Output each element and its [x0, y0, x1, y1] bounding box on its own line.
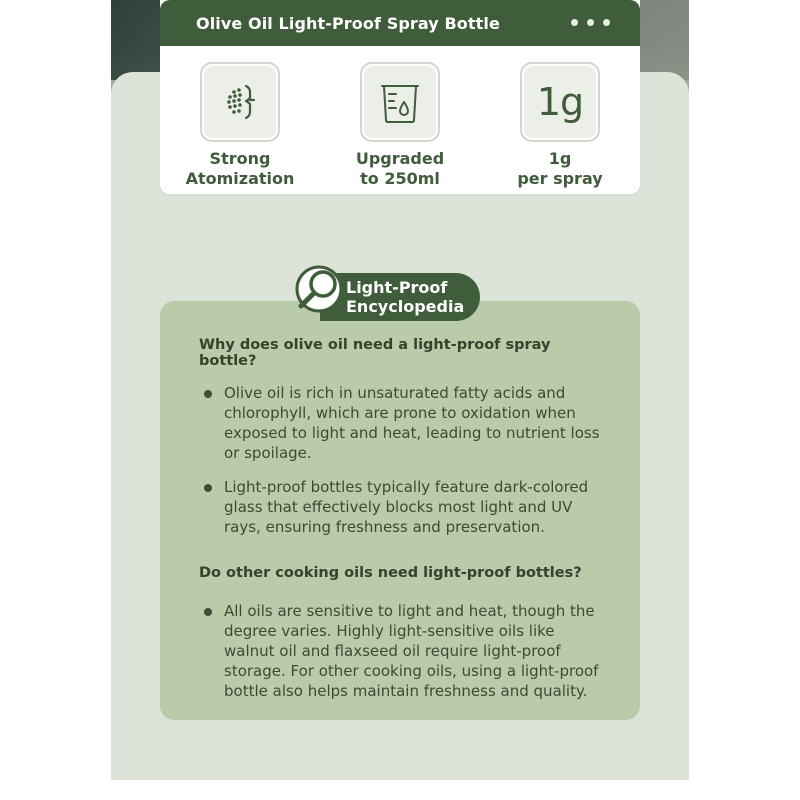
dot: [587, 19, 594, 26]
one-gram-icon: 1g: [520, 62, 600, 142]
title-bar: [160, 0, 640, 46]
measuring-cup-icon: [360, 62, 440, 142]
feature-list: [160, 62, 640, 189]
dot: [571, 19, 578, 26]
badge-label: Light-Proof Encyclopedia: [320, 273, 480, 321]
faq-question: Do other cooking oils need light-proof bottles?: [199, 565, 582, 581]
bullet-icon: [204, 390, 212, 398]
bullet-icon: [204, 608, 212, 616]
more-options-icon[interactable]: [571, 19, 610, 26]
product-header-card: [160, 0, 640, 194]
feature-per-spray: [480, 62, 640, 189]
feature-strong-atomization: [160, 62, 320, 189]
feature-label: 1g per spray: [517, 149, 603, 188]
faq-answer: All oils are sensitive to light and heat, though the degree varies. Highly light-sensitive oils like walnut oil and flaxseed oil require light-proof storage. For other cooking oils, using a light-proof bottle also helps maintain freshness and quality.: [224, 602, 599, 700]
faq-answer-item: [199, 383, 610, 463]
bullet-icon: [204, 484, 212, 492]
faq-answer: Light-proof bottles typically feature dark-colored glass that effectively blocks most light and UV rays, ensuring freshness and preservation.: [224, 478, 589, 536]
faq-answer-item: [199, 601, 610, 701]
atomization-icon: [200, 62, 280, 142]
faq-question: Why does olive oil need a light-proof spray bottle?: [199, 337, 551, 369]
feature-label: Upgraded to 250ml: [355, 149, 445, 188]
feature-upgraded-capacity: [320, 62, 480, 189]
faq-answer-item: [199, 477, 610, 537]
magnifier-icon: [290, 262, 348, 320]
feature-label: Strong Atomization: [185, 149, 295, 188]
dot: [603, 19, 610, 26]
product-title: Olive Oil Light-Proof Spray Bottle: [196, 13, 500, 33]
faq-card: [160, 301, 640, 720]
faq-answer: Olive oil is rich in unsaturated fatty acids and chlorophyll, which are prone to oxidation when exposed to light and heat, leading to nutrient loss or spoilage.: [224, 384, 600, 462]
